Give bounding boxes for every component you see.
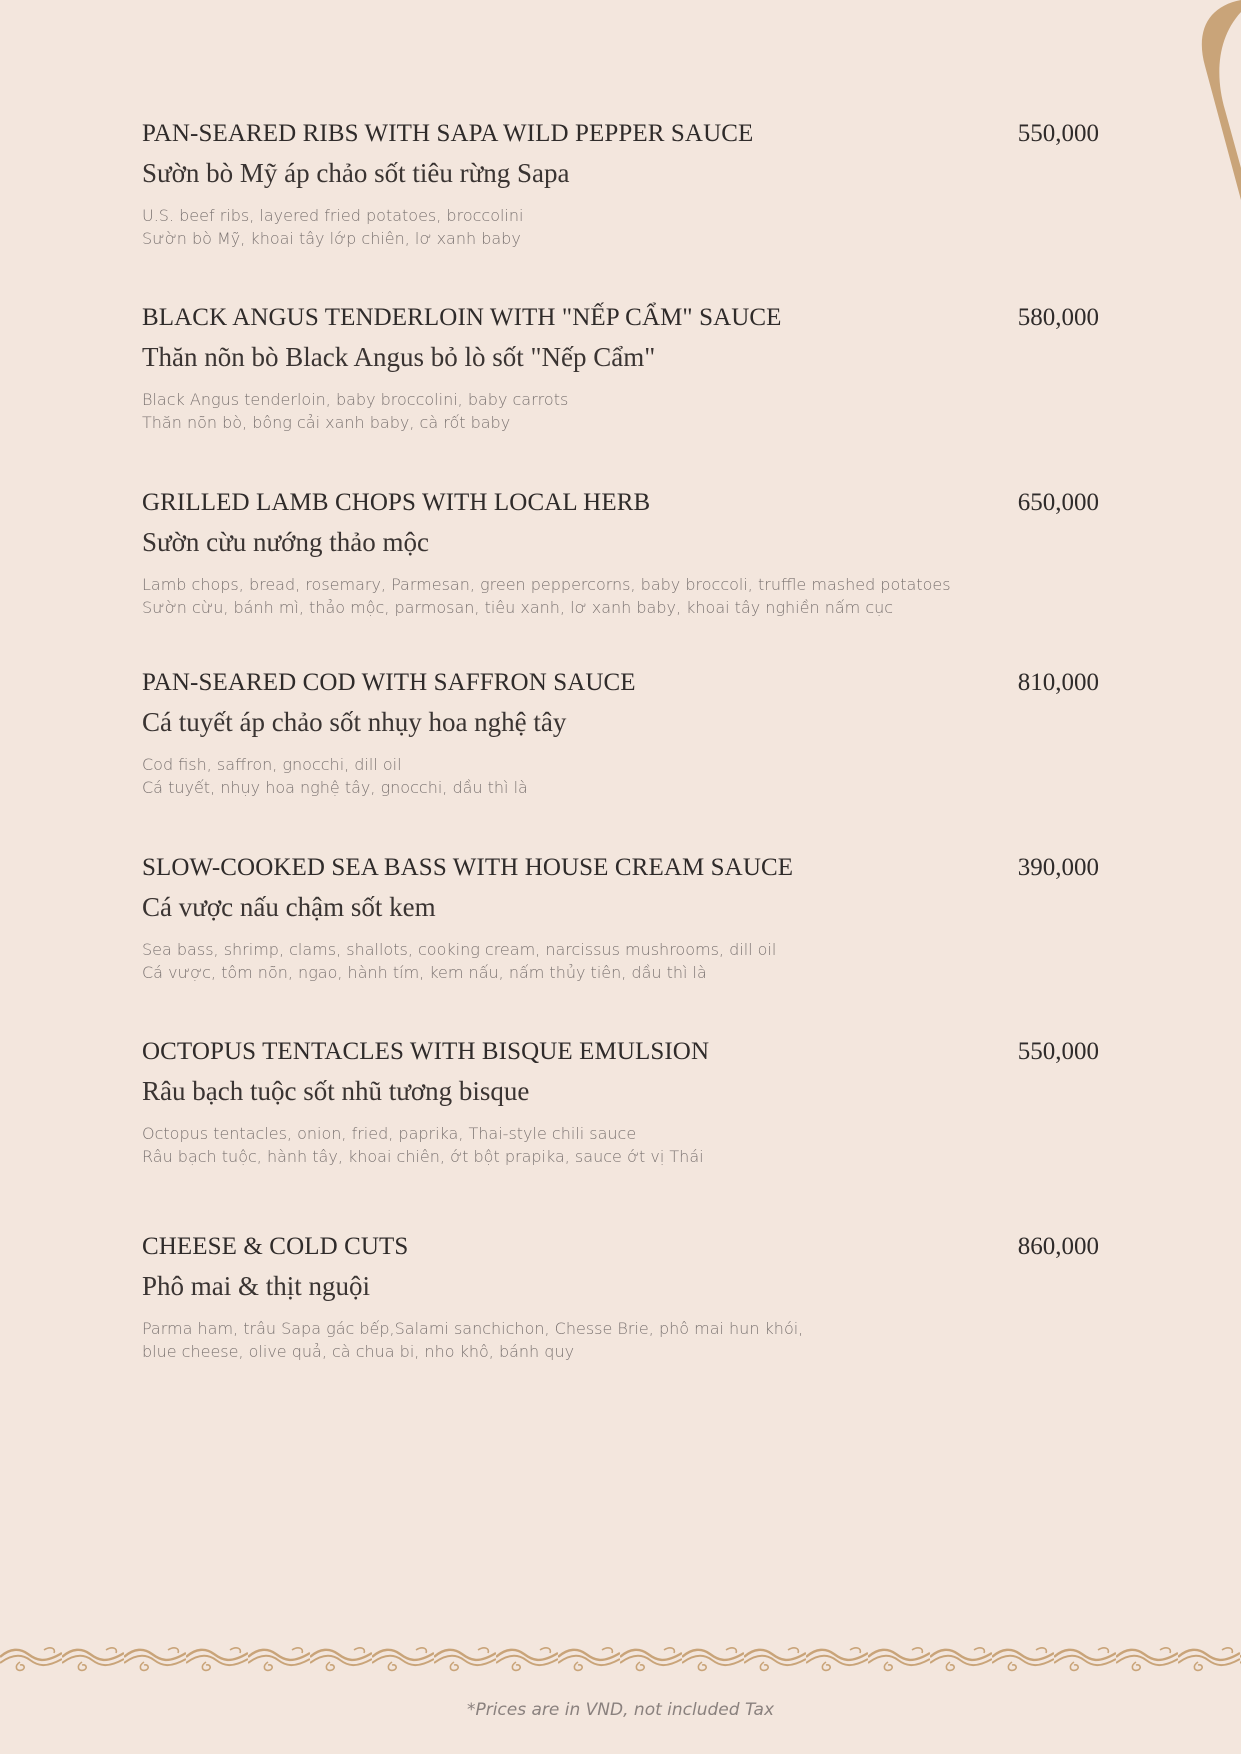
dish-description — [142, 753, 528, 799]
dish-description — [142, 1122, 704, 1168]
dish-description-vi: blue cheese, olive quả, cà chua bi, nho khô, bánh quy — [142, 1342, 575, 1361]
dish-description — [142, 1317, 803, 1363]
dish-price: 810,000 — [1017, 669, 1099, 696]
dish-name-vi: Sườn cừu nướng thảo mộc — [142, 527, 429, 557]
dish-name-en: PAN-SEARED COD WITH SAFFRON SAUCE — [142, 669, 636, 696]
wave-pattern-border — [0, 1640, 1241, 1674]
dish-price: 550,000 — [1017, 1038, 1099, 1065]
dish-name-vi: Cá vược nấu chậm sốt kem — [142, 892, 436, 922]
dish-description-en: U.S. beef ribs, layered fried potatoes, broccolini — [142, 206, 524, 225]
dish-description-vi: Râu bạch tuộc, hành tây, khoai chiên, ớt bột prapika, sauce ớt vị Thái — [142, 1147, 704, 1166]
dish-description-vi: Thăn nõn bò, bông cải xanh baby, cà rốt baby — [142, 413, 511, 432]
dish-description-vi: Sườn bò Mỹ, khoai tây lớp chiên, lơ xanh baby — [142, 229, 521, 248]
dish-name-en: GRILLED LAMB CHOPS WITH LOCAL HERB — [142, 489, 651, 516]
dish-description-en: Black Angus tenderloin, baby broccolini, baby carrots — [142, 390, 569, 409]
dish-description-vi: Cá tuyết, nhụy hoa nghệ tây, gnocchi, dầu thì là — [142, 778, 528, 797]
dish-description-en: Octopus tentacles, onion, fried, paprika, Thai-style chili sauce — [142, 1124, 637, 1143]
dish-description-vi: Sườn cừu, bánh mì, thảo mộc, parmosan, tiêu xanh, lơ xanh baby, khoai tây nghiền nấm cục — [142, 598, 894, 617]
dish-name-vi: Râu bạch tuộc sốt nhũ tương bisque — [142, 1076, 530, 1106]
dish-name-en: SLOW-COOKED SEA BASS WITH HOUSE CREAM SAUCE — [142, 854, 794, 881]
dish-name-vi: Cá tuyết áp chảo sốt nhụy hoa nghệ tây — [142, 707, 567, 737]
dish-price: 860,000 — [1017, 1233, 1099, 1260]
dish-description-en: Lamb chops, bread, rosemary, Parmesan, green peppercorns, baby broccoli, truffle mashed potatoes — [142, 575, 951, 594]
dish-description — [142, 573, 951, 619]
dish-price: 580,000 — [1017, 304, 1099, 331]
dish-name-vi: Phô mai & thịt nguội — [142, 1271, 371, 1301]
dish-description-en: Cod fish, saffron, gnocchi, dill oil — [142, 755, 402, 774]
dish-price: 550,000 — [1017, 120, 1099, 147]
dish-description — [142, 388, 568, 434]
dish-name-en: PAN-SEARED RIBS WITH SAPA WILD PEPPER SAUCE — [142, 120, 754, 147]
dish-name-en: BLACK ANGUS TENDERLOIN WITH "NẾP CẨM" SAUCE — [142, 304, 782, 331]
dish-name-en: OCTOPUS TENTACLES WITH BISQUE EMULSION — [142, 1038, 710, 1065]
dish-description-en: Sea bass, shrimp, clams, shallots, cooking cream, narcissus mushrooms, dill oil — [142, 940, 777, 959]
corner-swoosh-ornament — [1171, 0, 1241, 210]
dish-description — [142, 204, 523, 250]
dish-description-en: Parma ham, trâu Sapa gác bếp,Salami sanchichon, Chesse Brie, phô mai hun khói, — [142, 1319, 804, 1338]
dish-price: 650,000 — [1017, 489, 1099, 516]
price-footnote: *Prices are in VND, not included Tax — [466, 1700, 775, 1720]
dish-name-vi: Sườn bò Mỹ áp chảo sốt tiêu rừng Sapa — [142, 158, 570, 188]
dish-name-en: CHEESE & COLD CUTS — [142, 1233, 409, 1260]
dish-price: 390,000 — [1017, 854, 1099, 881]
dish-description — [142, 938, 776, 984]
dish-name-vi: Thăn nõn bò Black Angus bỏ lò sốt "Nếp Cẩm" — [142, 342, 656, 372]
dish-description-vi: Cá vược, tôm nõn, ngao, hành tím, kem nấu, nấm thủy tiên, dầu thì là — [142, 963, 707, 982]
